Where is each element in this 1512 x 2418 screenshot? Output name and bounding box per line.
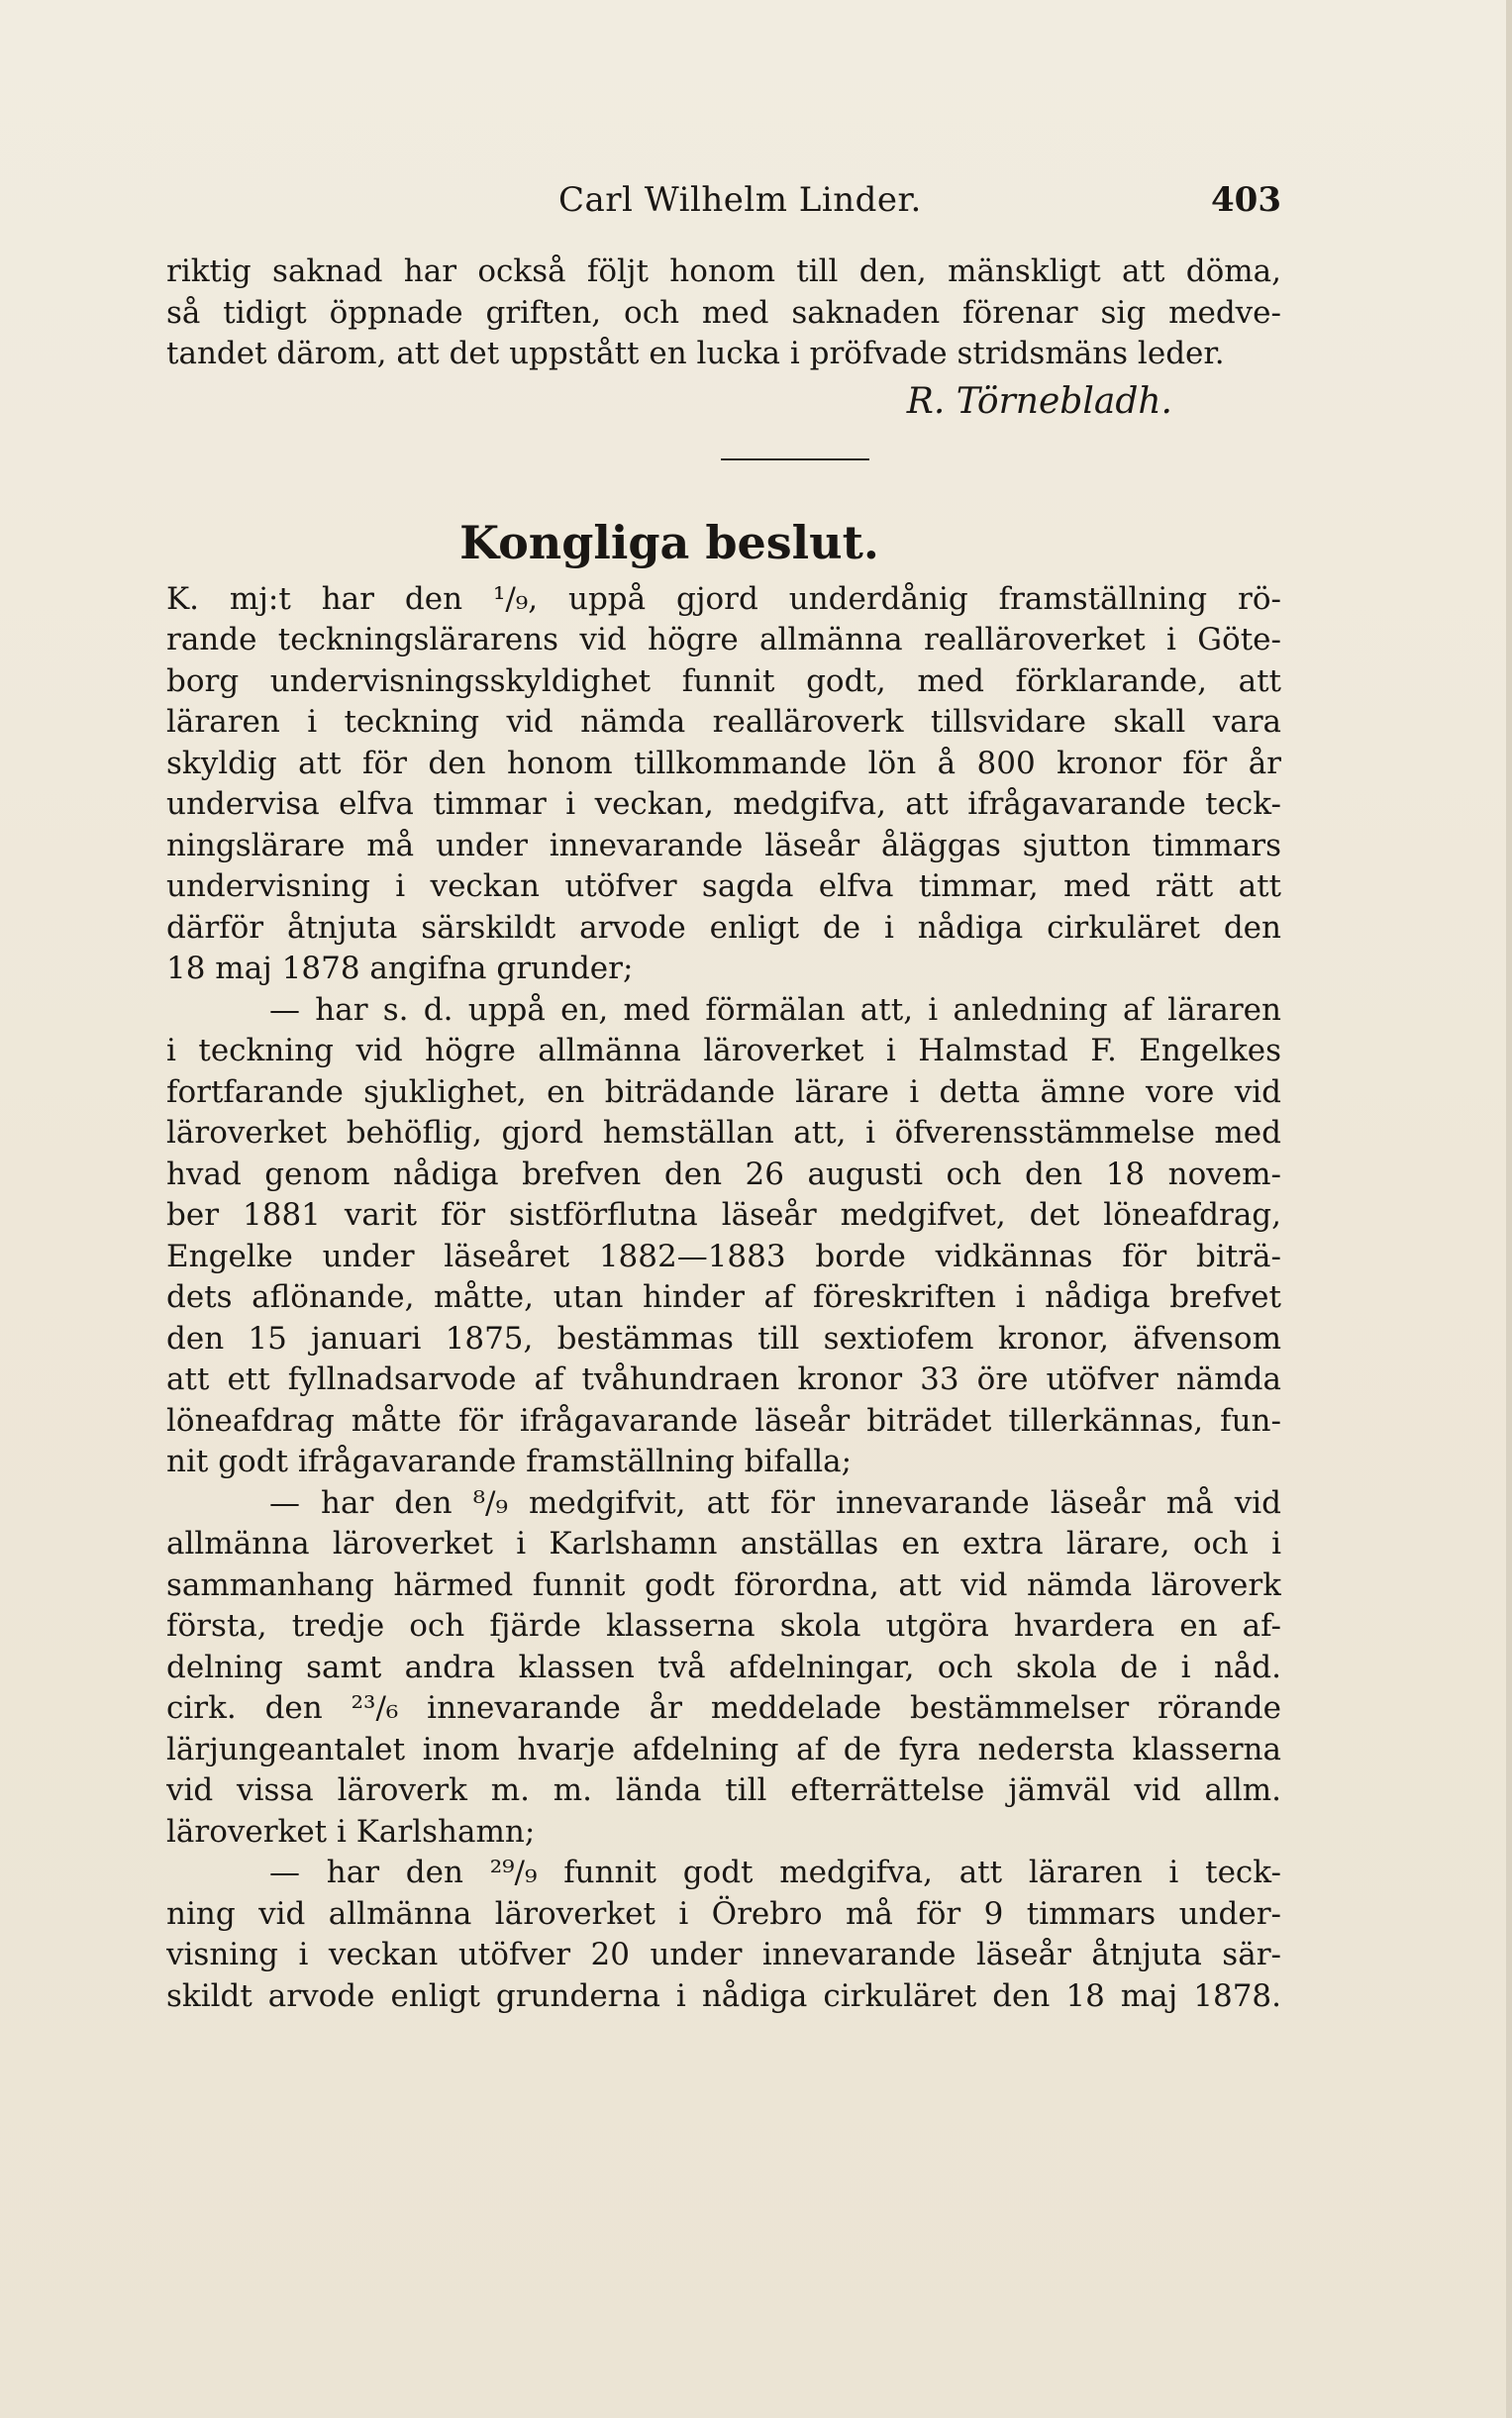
- text-line: hvad genom nådiga brefven den 26 augusti och den 18 novem-: [166, 1156, 1281, 1192]
- text-line: löneafdrag måtte för ifrågavarande läseår biträdet tillerkännas, fun-: [166, 1402, 1281, 1439]
- text-line: första, tredje och fjärde klasserna skola utgöra hvardera en af-: [166, 1608, 1281, 1644]
- text-line: rande teckningslärarens vid högre allmänna realläroverket i Göte-: [166, 622, 1281, 657]
- text-line: undervisa elfva timmar i veckan, medgifva, att ifrågavarande teck-: [166, 786, 1281, 822]
- text-line: att ett fyllnadsarvode af tvåhundraen kronor 33 öre utöfver nämda: [166, 1361, 1281, 1397]
- text-line: dets aflönande, måtte, utan hinder af föreskriften i nådiga brefvet: [166, 1279, 1281, 1315]
- text-line: cirk. den ²³/₆ innevarande år meddelade bestämmelser rörande: [166, 1690, 1281, 1726]
- text-line: därför åtnjuta särskildt arvode enligt de i nådiga cirkuläret den: [166, 909, 1281, 946]
- text-line: vid vissa läroverk m. m. lända till efterrättelse jämväl vid allm.: [166, 1772, 1281, 1808]
- running-head: [166, 180, 1281, 230]
- text-line: ningslärare må under innevarande läseår åläggas sjutton timmars: [166, 827, 1281, 863]
- text-line: nit godt ifrågavarande framställning bifalla;: [166, 1444, 853, 1479]
- section-heading: Kongliga beslut.: [459, 515, 879, 569]
- paragraph-4: [166, 1853, 1281, 2017]
- text-line: skildt arvode enligt grunderna i nådiga cirkuläret den 18 maj 1878.: [166, 1977, 1281, 2014]
- page-number: 403: [1211, 180, 1281, 220]
- text-line: delning samt andra klassen två afdelningar, och skola de i nåd.: [166, 1649, 1281, 1685]
- paragraph-1: [166, 579, 1281, 990]
- text-line: ning vid allmänna läroverket i Örebro må för 9 timmars under-: [166, 1895, 1281, 1932]
- text-line: så tidigt öppnade griften, och med saknaden förenar sig medve-: [166, 294, 1281, 331]
- text-line: den 15 januari 1875, bestämmas till sextiofem kronor, äfvensom: [166, 1320, 1281, 1357]
- section-divider: [721, 458, 869, 460]
- text-line: — har den ⁸/₉ medgifvit, att för innevarande läseår må vid: [269, 1484, 1281, 1521]
- text-line: tandet därom, att det uppstått en lucka i pröfvade stridsmäns leder.: [166, 336, 1225, 371]
- author-signature: R. Törnebladh.: [906, 380, 1172, 422]
- text-line: allmänna läroverket i Karlshamn anställas en extra lärare, och i: [166, 1526, 1281, 1562]
- text-line: — har den ²⁹/₉ funnit godt medgifva, att läraren i teck-: [269, 1855, 1281, 1890]
- text-line: — har s. d. uppå en, med förmälan att, i anledning af läraren: [269, 991, 1281, 1028]
- page-text: [166, 252, 1281, 2017]
- running-title: Carl Wilhelm Linder.: [558, 180, 922, 220]
- text-line: läroverket behöflig, gjord hemställan att, i öfverensstämmelse med: [166, 1115, 1281, 1151]
- paragraph-3: [166, 1483, 1281, 1854]
- text-line: läroverket i Karlshamn;: [166, 1813, 536, 1850]
- text-line: K. mj:t har den ¹/₉, uppå gjord underdånig framställning rö-: [166, 580, 1281, 617]
- intro-paragraph: [166, 252, 1281, 375]
- text-line: 18 maj 1878 angifna grunder;: [166, 951, 634, 986]
- page-edge: [1506, 0, 1512, 2418]
- text-line: i teckning vid högre allmänna läroverket i Halmstad F. Engelkes: [166, 1033, 1281, 1068]
- text-line: läraren i teckning vid nämda realläroverk tillsvidare skall vara: [166, 704, 1281, 740]
- paragraph-2: [166, 990, 1281, 1483]
- text-line: Engelke under läseåret 1882—1883 borde vidkännas för biträ-: [166, 1238, 1281, 1274]
- text-line: borg undervisningsskyldighet funnit godt, med förklarande, att: [166, 662, 1281, 699]
- text-line: sammanhang härmed funnit godt förordna, att vid nämda läroverk: [166, 1566, 1281, 1603]
- text-line: ber 1881 varit för sistförflutna läseår medgifvet, det löneafdrag,: [166, 1197, 1281, 1233]
- text-line: riktig saknad har också följt honom till den, mänskligt att döma,: [166, 253, 1281, 289]
- text-line: fortfarande sjuklighet, en biträdande lärare i detta ämne vore vid: [166, 1073, 1281, 1110]
- text-line: visning i veckan utöfver 20 under innevarande läseår åtnjuta sär-: [166, 1937, 1281, 1972]
- text-line: lärjungeantalet inom hvarje afdelning af de fyra nedersta klasserna: [166, 1731, 1281, 1767]
- text-line: undervisning i veckan utöfver sagda elfva timmar, med rätt att: [166, 868, 1281, 904]
- text-line: skyldig att för den honom tillkommande lön å 800 kronor för år: [166, 745, 1281, 781]
